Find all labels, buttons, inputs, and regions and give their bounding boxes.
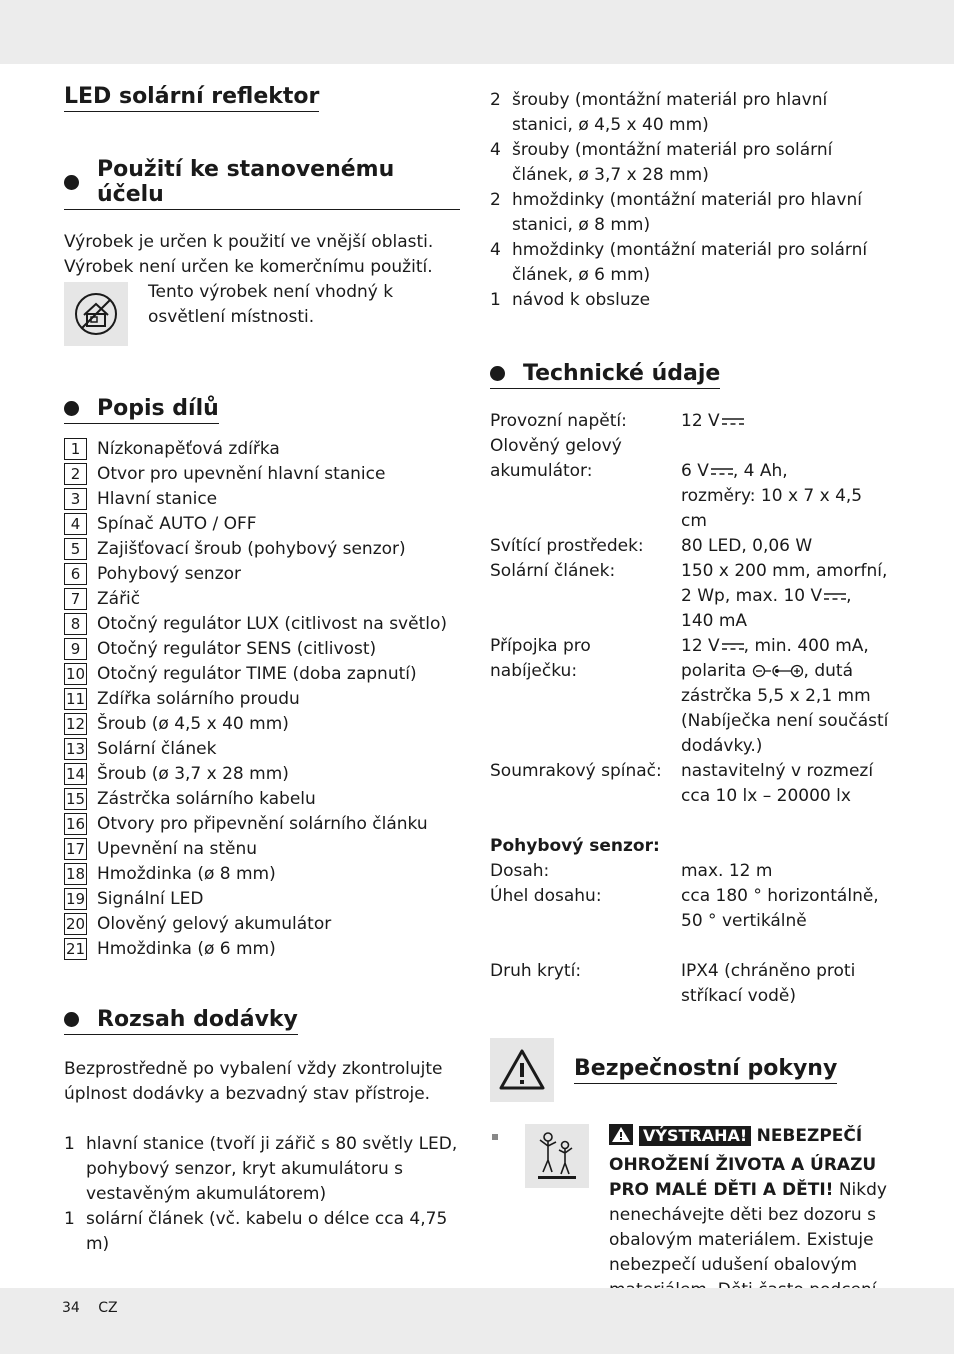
delivery-paragraph: Bezprostředně po vybalení vždy zkontrolujte úplnost dodávky a bezvadný stav přístroje.: [64, 1059, 443, 1104]
part-number: 12: [65, 714, 86, 733]
item-qty: 1: [64, 1134, 75, 1154]
part-label: Zdířka solárního proudu: [97, 688, 300, 709]
part-number: 20: [65, 914, 86, 933]
delivery-heading-text: Rozsah dodávky: [97, 1007, 298, 1032]
part-number: 7: [64, 588, 87, 610]
tech-heading: [490, 361, 720, 389]
list-item: [64, 561, 460, 586]
list-bullet-icon: [492, 1134, 498, 1140]
spec-row: [490, 859, 890, 884]
warning-bold: NEBEZPEČÍ OHROŽENÍ ŽIVOTA A ÚRAZU PRO MALÉ DĚTI A DĚTI!: [609, 1126, 877, 1200]
list-item: [64, 661, 460, 686]
page-number: 34: [62, 1300, 80, 1316]
list-item: [490, 88, 890, 138]
list-item: [64, 436, 460, 461]
part-number: 15: [65, 789, 86, 808]
spec-row: [490, 634, 890, 759]
indoor-note: [64, 280, 460, 346]
spec-value-text: 12 V: [681, 636, 720, 656]
spec-row: [490, 534, 890, 559]
item-qty: 1: [64, 1209, 75, 1229]
part-label: Šroub (ø 3,7 x 28 mm): [97, 763, 289, 784]
part-number: 9: [64, 638, 87, 660]
part-label: Šroub (ø 4,5 x 40 mm): [97, 713, 289, 734]
parts-list: [64, 436, 460, 961]
list-item: [64, 511, 460, 536]
item-qty: 2: [490, 90, 501, 110]
part-label: Otočný regulátor LUX (citlivost na světlo): [97, 613, 447, 634]
part-label: Otočný regulátor SENS (citlivost): [97, 638, 377, 659]
part-label: Solární článek: [97, 738, 217, 759]
part-label: Zástrčka solárního kabelu: [97, 788, 316, 809]
dc-current-symbol: [711, 467, 733, 476]
spec-row: [490, 434, 890, 534]
header-band: [0, 0, 954, 64]
delivery-list: [64, 1132, 460, 1257]
spec-value-text: 50 ° vertikálně: [681, 911, 807, 931]
tech-heading-text: Technické údaje: [523, 361, 721, 386]
delivery-heading: [64, 1007, 298, 1035]
spec-table: [490, 409, 890, 1009]
part-number: 11: [65, 689, 86, 708]
part-number: 4: [64, 513, 87, 535]
polarity-symbol: [752, 664, 804, 678]
item-text: návod k obsluze: [512, 290, 651, 310]
use-heading: [64, 157, 460, 210]
spec-value: [681, 409, 890, 434]
part-label: Otvory pro připevnění solárního článku: [97, 813, 428, 834]
list-item: [490, 288, 890, 313]
part-number: 8: [64, 613, 87, 635]
heading-bullet-icon: [490, 366, 505, 381]
spec-row: [490, 409, 890, 434]
list-item: [64, 1132, 460, 1207]
spec-value: nastavitelný v rozmezí cca 10 lx – 20000 lx: [681, 761, 874, 806]
part-number: 6: [64, 563, 87, 585]
use-heading-text: Použití ke stanovenému účelu: [97, 157, 395, 207]
spec-value: 80 LED, 0,06 W: [681, 536, 813, 556]
delivery-list-continued: [490, 88, 890, 313]
spec-key: Druh krytí:: [490, 961, 582, 981]
spec-value: max. 12 m: [681, 861, 773, 881]
part-label: Zajišťovací šroub (pohybový senzor): [97, 538, 406, 559]
list-item: [64, 861, 460, 886]
spec-key: Svítící prostředek:: [490, 536, 644, 556]
part-number: 1: [64, 438, 87, 460]
part-number: 21: [65, 939, 86, 958]
spec-value-text: , min. 400 mA,: [743, 636, 869, 656]
right-column: [490, 88, 890, 1353]
heading-bullet-icon: [64, 1012, 79, 1027]
spec-value-text: 150 x 200 mm, amorfní,: [681, 561, 888, 581]
list-item: [64, 911, 460, 936]
item-text: hlavní stanice (tvoří ji zářič s 80 světly LED, pohybový senzor, kryt akumulátoru s vestavěným akumulátorem): [86, 1134, 458, 1204]
spec-value-text: 6 V: [681, 461, 709, 481]
spec-value-text: , 4 Ah,: [732, 461, 788, 481]
list-item: [64, 586, 460, 611]
spec-row: [490, 959, 890, 1009]
list-item: [64, 611, 460, 636]
spec-key: Solární článek:: [490, 561, 616, 581]
list-item: [64, 636, 460, 661]
item-qty: 2: [490, 190, 501, 210]
heading-bullet-icon: [64, 401, 79, 416]
use-paragraph: Výrobek je určen k použití ve vnější oblasti. Výrobek není určen ke komerčnímu použití.: [64, 232, 434, 277]
language-code: CZ: [98, 1300, 118, 1316]
item-qty: 1: [490, 290, 501, 310]
no-indoor-house-icon: [64, 282, 128, 346]
spec-key: Přípojka pro nabíječku:: [490, 636, 591, 681]
spec-value: [681, 559, 890, 634]
list-item: [64, 1207, 460, 1257]
part-number: 5: [64, 538, 87, 560]
parts-heading-text: Popis dílů: [97, 396, 219, 421]
part-number: 16: [65, 814, 86, 833]
item-qty: 4: [490, 240, 501, 260]
part-label: Pohybový senzor: [97, 563, 242, 584]
page-footer: [62, 1300, 132, 1316]
spec-value-text: cca 180 ° horizontálně,: [681, 886, 879, 906]
list-item: [64, 936, 460, 961]
spec-value-text: 140 mA: [681, 611, 748, 631]
safety-heading-text: Bezpečnostní pokyny: [574, 1056, 837, 1084]
list-item: [64, 786, 460, 811]
signal-word: VÝSTRAHA!: [639, 1126, 751, 1146]
part-number: 14: [65, 764, 86, 783]
dc-current-symbol: [722, 642, 744, 651]
part-number: 18: [65, 864, 86, 883]
part-number: 19: [65, 889, 86, 908]
part-label: Spínač AUTO / OFF: [97, 513, 257, 534]
child-danger-icon: [525, 1124, 589, 1188]
spec-value-text: , dutá: [803, 661, 854, 681]
list-item: [64, 461, 460, 486]
sensor-subheading: Pohybový senzor:: [490, 836, 660, 856]
part-number: 2: [64, 463, 87, 485]
list-item: [64, 886, 460, 911]
warning-small-triangle-icon: [609, 1124, 633, 1153]
spec-key: Soumrakový spínač:: [490, 761, 662, 781]
spec-value-text: 2 Wp, max. 10 V: [681, 586, 823, 606]
parts-heading: [64, 396, 219, 424]
part-label: Signální LED: [97, 888, 204, 909]
item-qty: 4: [490, 140, 501, 160]
spec-value: [681, 434, 890, 534]
part-label: Otočný regulátor TIME (doba zapnutí): [97, 663, 417, 684]
part-number: 10: [65, 664, 86, 683]
dc-current-symbol: [824, 592, 846, 601]
spec-value-text: polarita: [681, 661, 747, 681]
list-item: [64, 711, 460, 736]
page-title: LED solární reflektor: [64, 84, 319, 112]
part-label: Otvor pro upevnění hlavní stanice: [97, 463, 386, 484]
warning-text: Nikdy nenechávejte děti bez dozoru s obalovým materiálem. Existuje nebezpečí udušení obalovým: [609, 1180, 887, 1275]
spec-value-text: (Nabíječka není součástí dodávky.): [681, 711, 889, 756]
part-number: 17: [65, 839, 86, 858]
list-item: [64, 811, 460, 836]
warning-triangle-icon: [490, 1038, 554, 1102]
item-text: šrouby (montážní materiál pro solární článek, ø 3,7 x 28 mm): [512, 140, 833, 185]
part-label: Zářič: [97, 588, 141, 609]
heading-bullet-icon: [64, 175, 79, 190]
part-label: Nízkonapěťová zdířka: [97, 438, 280, 459]
spec-key: Úhel dosahu:: [490, 886, 602, 906]
spec-key: Olověný gelový akumulátor:: [490, 436, 622, 481]
list-item: [64, 686, 460, 711]
dc-current-symbol: [722, 417, 744, 426]
list-item: [64, 836, 460, 861]
spec-value: [681, 634, 890, 759]
list-item: [490, 238, 890, 288]
spec-value-text: ,: [846, 586, 852, 606]
spec-value: [681, 884, 890, 934]
list-item: [64, 736, 460, 761]
spec-key: Provozní napětí:: [490, 411, 627, 431]
item-text: šrouby (montážní materiál pro hlavní stanici, ø 4,5 x 40 mm): [512, 90, 828, 135]
spec-row: [490, 759, 890, 809]
spec-key: Dosah:: [490, 861, 550, 881]
part-label: Hlavní stanice: [97, 488, 218, 509]
left-column: [64, 84, 460, 1257]
list-item: [64, 536, 460, 561]
list-item: [490, 138, 890, 188]
item-text: hmoždinky (montážní materiál pro solární článek, ø 6 mm): [512, 240, 868, 285]
list-item: [490, 188, 890, 238]
safety-heading: [490, 1038, 890, 1102]
spec-value-text: zástrčka 5,5 x 2,1 mm: [681, 686, 871, 706]
indoor-note-text: Tento výrobek není vhodný k osvětlení místnosti.: [148, 282, 394, 327]
spec-row: [490, 559, 890, 634]
item-text: hmoždinky (montážní materiál pro hlavní stanici, ø 8 mm): [512, 190, 862, 235]
part-number: 13: [65, 739, 86, 758]
part-label: Hmoždinka (ø 6 mm): [97, 938, 276, 959]
list-item: [64, 486, 460, 511]
part-number: 3: [64, 488, 87, 510]
footer-band: [0, 1288, 954, 1354]
spec-row: [490, 884, 890, 934]
part-label: Hmoždinka (ø 8 mm): [97, 863, 276, 884]
part-label: Upevnění na stěnu: [97, 838, 258, 859]
part-label: Olověný gelový akumulátor: [97, 913, 332, 934]
item-text: solární článek (vč. kabelu o délce cca 4,75 m): [86, 1209, 448, 1254]
spec-value-text: 12 V: [681, 411, 720, 431]
spec-value: IPX4 (chráněno proti stříkací vodě): [681, 961, 856, 1006]
list-item: [64, 761, 460, 786]
spec-value-text: rozměry: 10 x 7 x 4,5 cm: [681, 486, 863, 531]
